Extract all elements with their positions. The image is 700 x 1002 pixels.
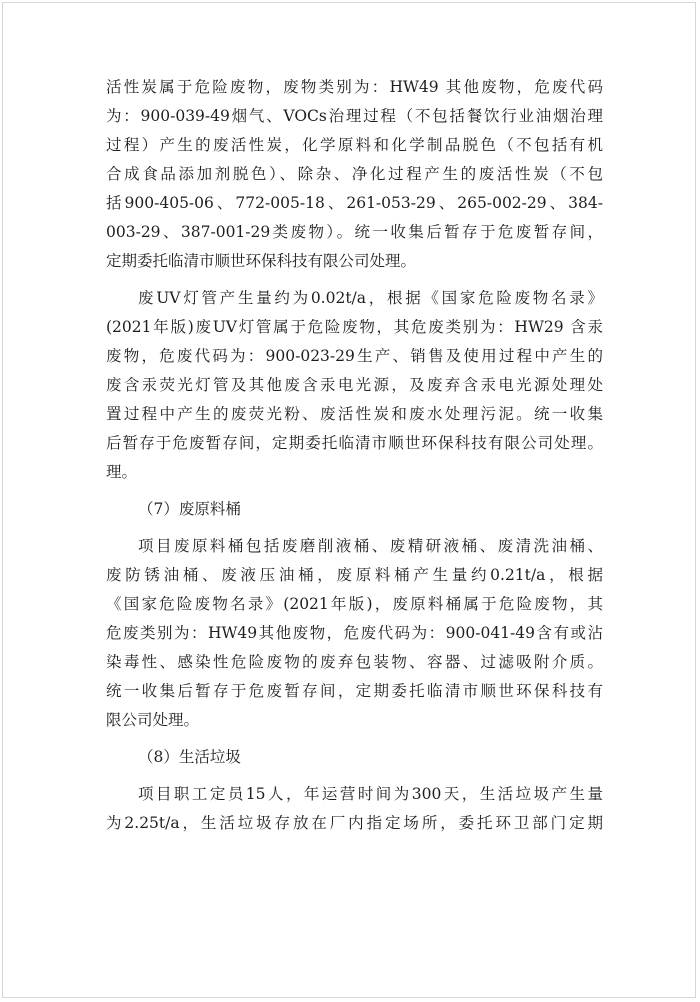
document-body (106, 73, 603, 838)
text-line: 过程）产生的废活性炭，化学原料和化学制品脱色（不包括有机 (106, 136, 603, 154)
document-page (2, 2, 696, 998)
paragraph-waste-material-barrels (106, 532, 603, 735)
text-line: 限公司处理。 (106, 711, 200, 729)
paragraph-gap (106, 524, 603, 532)
paragraph-hw49-activated-carbon (106, 73, 603, 276)
text-line: 废防锈油桶、废液压油桶，废原料桶产生量约0.21t/a，根据 (106, 566, 603, 584)
text-line: 活性炭属于危险废物，废物类别为：HW49 其他废物，危废代码 (106, 78, 603, 96)
paragraph-gap (106, 276, 603, 284)
section-heading-waste-material-barrels: （7）废原料桶 (138, 500, 241, 518)
text-line: 统一收集后暂存于危废暂存间，定期委托临清市顺世环保科技有 (106, 682, 603, 700)
text-line: 为：900-039-49烟气、VOCs治理过程（不包括餐饮行业油烟治理 (106, 107, 603, 125)
text-line: 为2.25t/a，生活垃圾存放在厂内指定场所，委托环卫部门定期 (106, 814, 603, 832)
text-line: 置过程中产生的废荧光粉、废活性炭和废水处理污泥。统一收集 (106, 405, 603, 423)
text-line: 项目废原料桶包括废磨削液桶、废精研液桶、废清洗油桶、 (138, 537, 603, 555)
text-line: 合成食品添加剂脱色）、除杂、净化过程产生的废活性炭（不包 (106, 165, 603, 183)
paragraph-gap (106, 487, 603, 495)
text-line: 废含汞荧光灯管及其他废含汞电光源，及废弃含汞电光源处理处 (106, 376, 603, 394)
text-line: 《国家危险废物名录》(2021年版)，废原料桶属于危险废物，其 (106, 595, 603, 613)
text-line: 定期委托临清市顺世环保科技有限公司处理。 (106, 252, 417, 270)
paragraph-domestic-waste (106, 780, 603, 838)
text-line: 危废类别为：HW49其他废物，危废代码为：900-041-49含有或沾 (106, 624, 603, 642)
text-line: (2021年版)废UV灯管属于危险废物，其危废类别为：HW29 含汞 (106, 318, 603, 336)
paragraph-uv-lamps (106, 284, 603, 487)
text-line: 后暂存于危废暂存间，定期委托临清市顺世环保科技有限公司处理。 (106, 434, 603, 452)
text-line: 染毒性、感染性危险废物的废弃包装物、容器、过滤吸附介质。 (106, 653, 603, 671)
text-line: 括900-405-06、772-005-18、261-053-29、265-002-29、384- (106, 194, 603, 212)
text-line: 003-29、387-001-29类废物）。统一收集后暂存于危废暂存间， (106, 223, 603, 241)
paragraph-gap (106, 735, 603, 743)
text-line: 理。 (106, 463, 138, 481)
text-line: 废UV灯管产生量约为0.02t/a，根据《国家危险废物名录》 (138, 289, 603, 307)
section-heading-domestic-waste: （8）生活垃圾 (138, 748, 241, 766)
text-line: 项目职工定员15人，年运营时间为300天，生活垃圾产生量 (138, 785, 603, 803)
text-line: 废物，危废代码为：900-023-29生产、销售及使用过程中产生的 (106, 347, 603, 365)
paragraph-gap (106, 772, 603, 780)
